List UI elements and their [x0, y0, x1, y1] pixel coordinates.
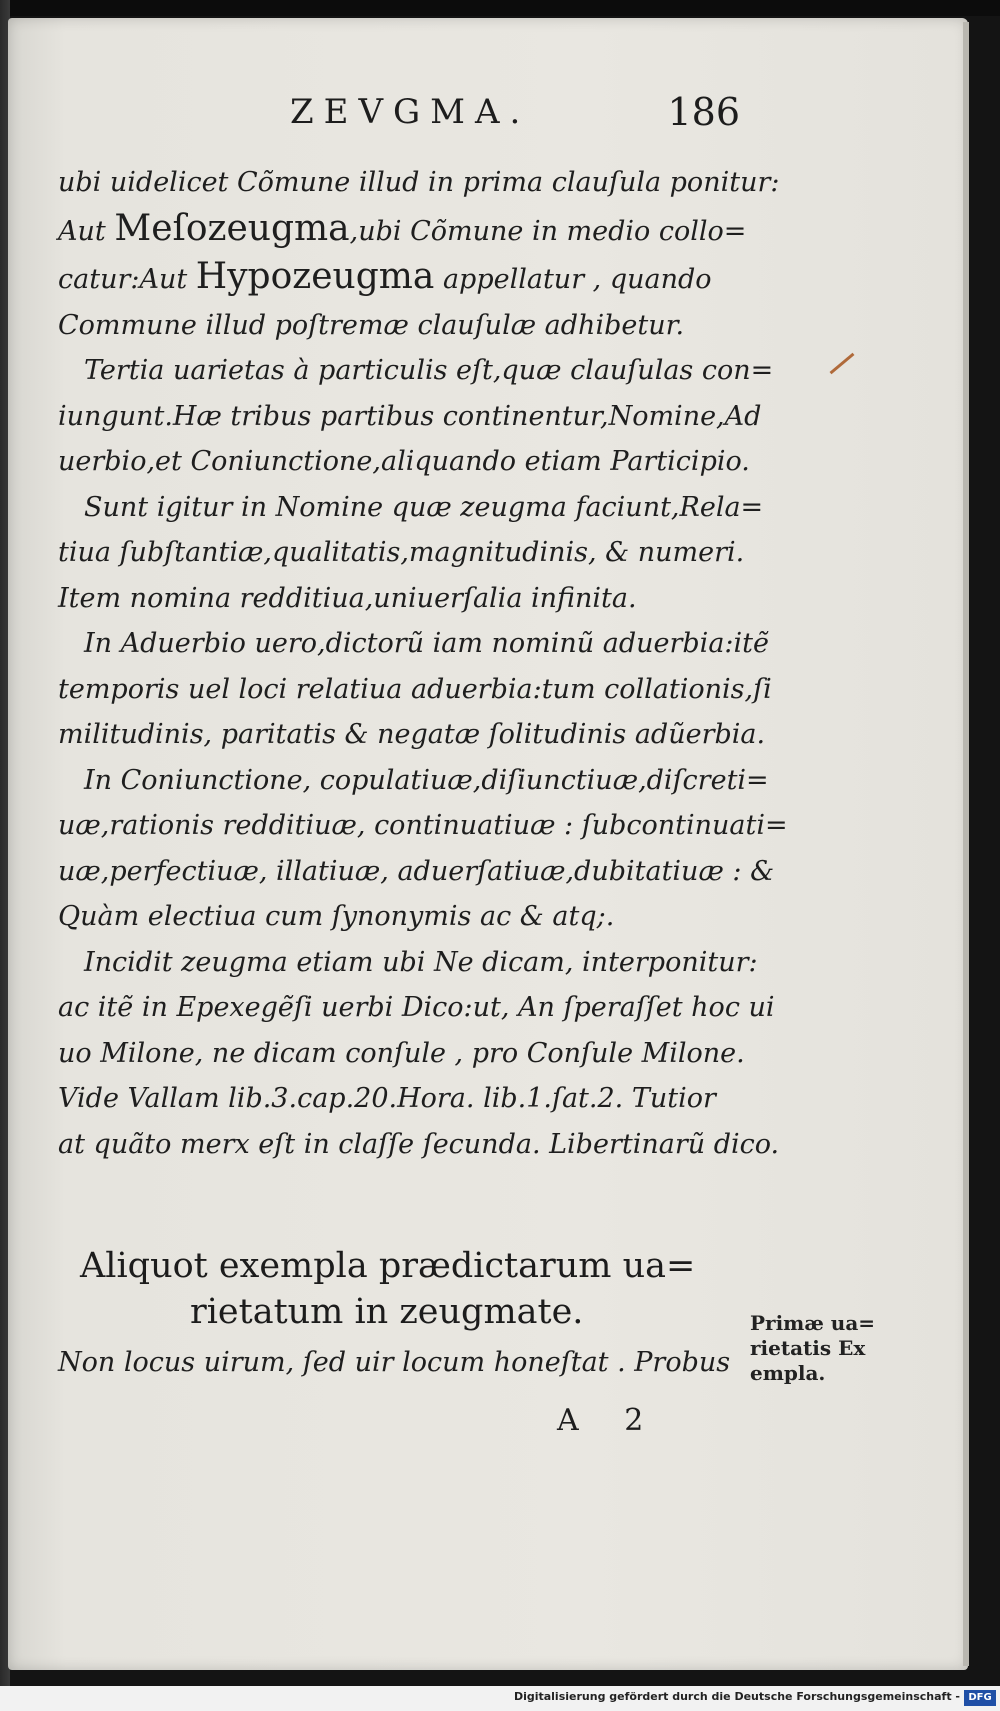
text-fragment: appellatur , quando: [434, 264, 712, 295]
term-mesozeugma: Meſozeugma: [114, 207, 350, 249]
text-line: Non locus uirum, ſed uir locum honeſtat . Probus: [58, 1347, 731, 1378]
text-line: Commune illud poſtremæ clauſulæ adhibetur.: [58, 309, 685, 341]
digitization-footer: [0, 1686, 1000, 1711]
text-line: Sunt igitur in Nomine quæ zeugma faciunt,Rela=: [84, 491, 764, 523]
text-line: uo Milone, ne dicam conſule , pro Conſule Milone.: [58, 1037, 745, 1069]
text-line: [58, 206, 748, 255]
text-line: tiua ſubſtantiæ,qualitatis,magnitudinis, & numeri.: [58, 537, 745, 568]
text-line: uæ,rationis redditiuæ, continuatiuæ : ſubcontinuati=: [58, 810, 788, 841]
dfg-logo-icon: DFG: [964, 1690, 996, 1706]
text-fragment: ,ubi Cõmune in medio collo=: [349, 215, 747, 247]
text-line: Item nomina redditiua,uniuerſalia infinita.: [58, 582, 637, 614]
text-line: ubi uidelicet Cõmune illud in prima clauſula ponitur:: [58, 167, 780, 198]
text-line: temporis uel loci relatiua aduerbia:tum collationis,ſi: [58, 673, 772, 705]
page-header: [290, 90, 740, 138]
signature-mark: A 2: [557, 1403, 662, 1438]
term-hypozeugma: Hypozeugma: [195, 256, 435, 297]
marginal-note-line: empla.: [750, 1361, 826, 1385]
page-edge: [963, 22, 969, 1666]
page-number: 186: [667, 90, 740, 134]
text-line: at quãto merx eſt in claſſe ſecunda. Libertinarũ dico.: [58, 1128, 780, 1160]
text-line: Vide Vallam lib.3.cap.20.Hora. lib.1.ſat.2. Tutior: [58, 1083, 716, 1114]
text-line: In Aduerbio uero,dictorũ iam nominũ aduerbia:itẽ: [84, 628, 769, 659]
marginal-note: [750, 1311, 890, 1386]
text-line: militudinis, paritatis & negatæ ſolitudinis adũerbia.: [58, 719, 766, 750]
text-fragment: Aut: [58, 215, 106, 247]
body-text: [58, 160, 788, 1167]
section-heading-line-1: Aliquot exempla prædictarum ua=: [80, 1246, 696, 1286]
marginal-note-line: rietatis Ex: [750, 1336, 866, 1360]
text-line: Incidit zeugma etiam ubi Ne dicam, interponitur:: [84, 946, 758, 978]
text-line: ac itẽ in Epexegẽſi uerbi Dico:ut, An ſperaſſet hoc ui: [58, 992, 775, 1023]
text-line: Quàm electiua cum ſynonymis ac & atq;.: [58, 901, 615, 932]
text-line: In Coniunctione, copulatiuæ,diſiunctiuæ,diſcreti=: [84, 764, 769, 796]
text-line: uæ,perfectiuæ, illatiuæ, aduerſatiuæ,dubitatiuæ : &: [58, 855, 775, 887]
section-heading-line-2: rietatum in zeugmate.: [190, 1292, 584, 1332]
text-line: iungunt.Hæ tribus partibus continentur,Nomine,Ad: [58, 400, 762, 432]
text-line: Tertia uarietas à particulis eſt,quæ clauſulas con=: [84, 355, 774, 386]
text-line: [58, 254, 748, 303]
scan-top-edge: [0, 0, 1000, 16]
text-line: uerbio,et Coniunctione,aliquando etiam Participio.: [58, 446, 750, 477]
marginal-note-line: Primæ ua=: [750, 1311, 876, 1335]
running-title: ZEVGMA.: [290, 92, 531, 132]
text-fragment: catur:Aut: [58, 264, 188, 295]
funding-credit: Digitalisierung gefördert durch die Deutsche Forschungsgemeinschaft -: [513, 1690, 960, 1703]
